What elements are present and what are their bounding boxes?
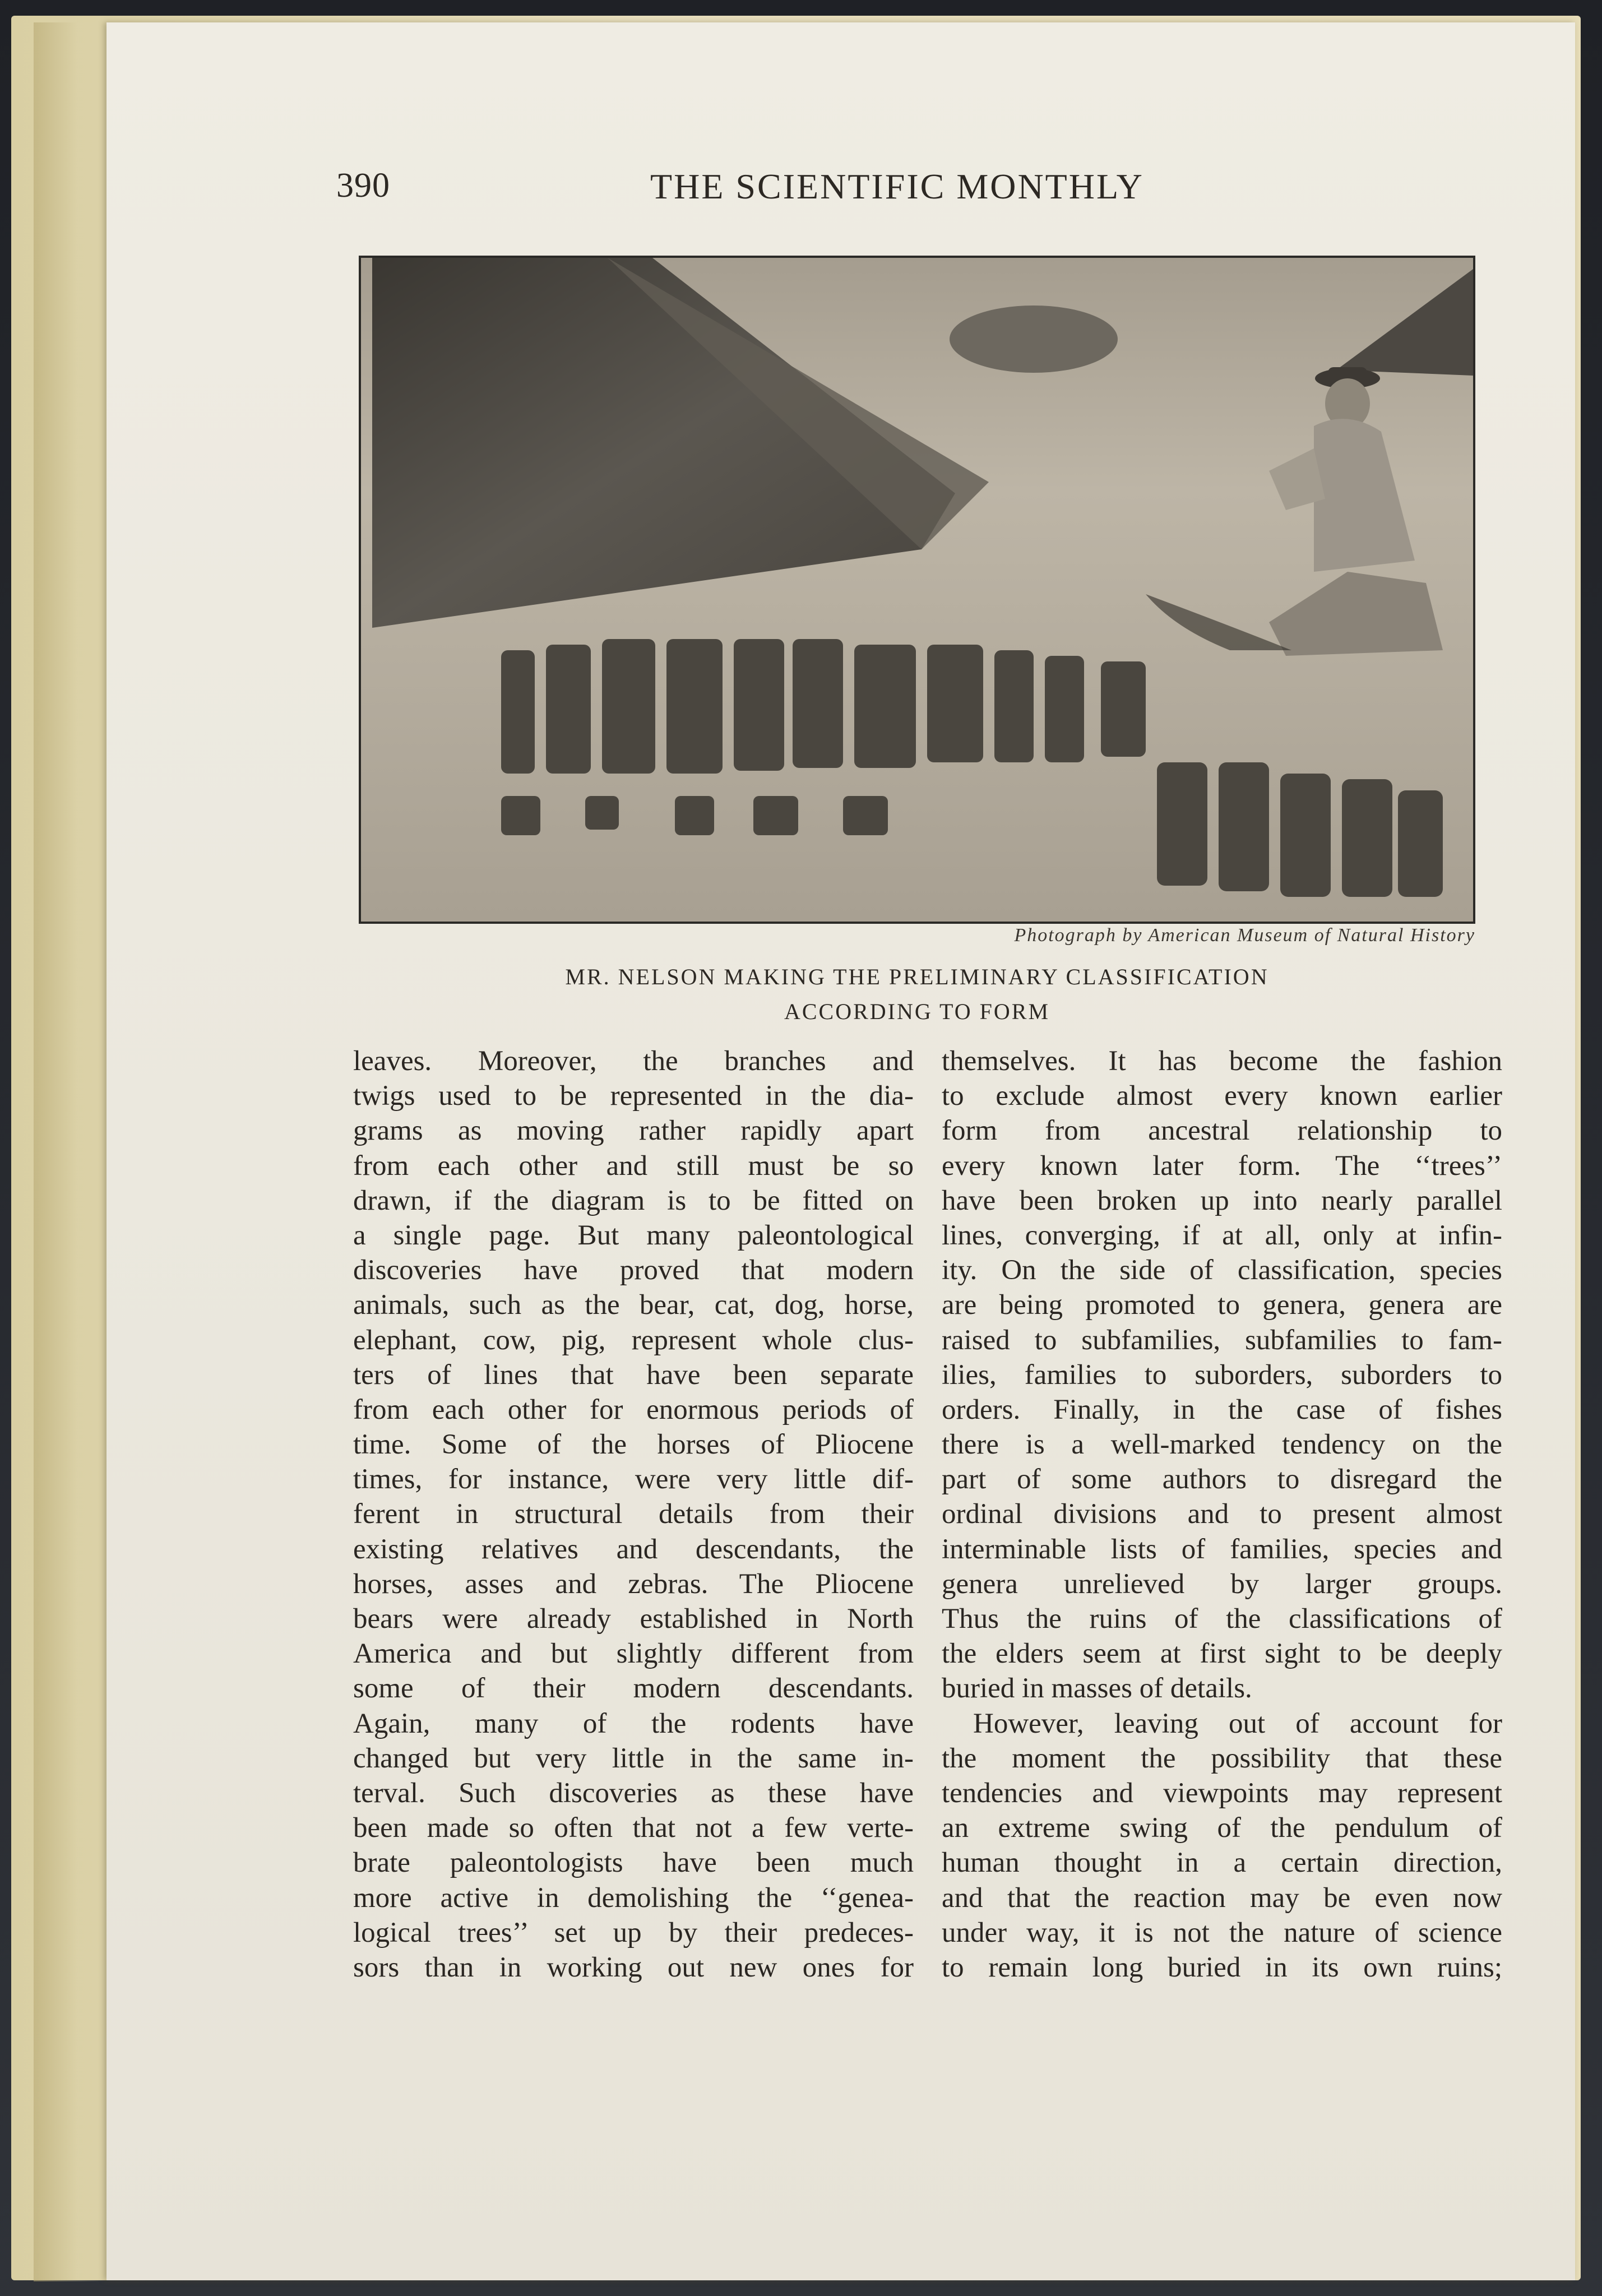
text-line: to remain long buried in its own ruins; bbox=[942, 1951, 1502, 1983]
text-line: more active in demolishing the ‘‘genea- bbox=[353, 1882, 914, 1914]
text-line: discoveries have proved that modern bbox=[353, 1255, 914, 1286]
text-line: bears were already established in North bbox=[353, 1603, 914, 1635]
text-line: to exclude almost every known earlier bbox=[942, 1080, 1502, 1112]
text-line: Thus the ruins of the classifications of bbox=[942, 1603, 1502, 1635]
distant-tent bbox=[950, 305, 1118, 373]
text-line: raised to subfamilies, subfamilies to fam- bbox=[942, 1324, 1502, 1356]
text-line: are being promoted to genera, genera are bbox=[942, 1289, 1502, 1321]
text-line: every known later form. The ‘‘trees’’ bbox=[942, 1150, 1502, 1182]
right-text-column bbox=[942, 1044, 1502, 1985]
text-line: have been broken up into nearly parallel bbox=[942, 1184, 1502, 1216]
left-text-column bbox=[353, 1044, 914, 1985]
text-line: brate paleontologists have been much bbox=[353, 1847, 914, 1879]
text-line: tendencies and viewpoints may represent bbox=[942, 1777, 1502, 1809]
text-line: ordinal divisions and to present almost bbox=[942, 1498, 1502, 1530]
text-line: changed but very little in the same in- bbox=[353, 1742, 914, 1774]
caption-line: MR. NELSON MAKING THE PRELIMINARY CLASSIFICATION bbox=[565, 964, 1269, 989]
text-line: horses, asses and zebras. The Pliocene bbox=[353, 1568, 914, 1600]
text-line: and that the reaction may be even now bbox=[942, 1882, 1502, 1914]
running-header bbox=[336, 166, 1256, 216]
text-line: ters of lines that have been separate bbox=[353, 1359, 914, 1391]
text-line: some of their modern descendants. bbox=[353, 1673, 914, 1705]
text-line: under way, it is not the nature of science bbox=[942, 1917, 1502, 1948]
photo-illustration bbox=[361, 258, 1473, 922]
text-line: there is a well-marked tendency on the bbox=[942, 1429, 1502, 1461]
text-line: times, for instance, were very little dif- bbox=[353, 1464, 914, 1496]
text-line: part of some authors to disregard the bbox=[942, 1464, 1502, 1496]
text-line: grams as moving rather rapidly apart bbox=[353, 1115, 914, 1147]
text-line: twigs used to be represented in the dia- bbox=[353, 1080, 914, 1112]
text-line: America and but slightly different from bbox=[353, 1638, 914, 1670]
text-line: the elders seem at first sight to be deeply bbox=[942, 1638, 1502, 1670]
text-line: animals, such as the bear, cat, dog, horse, bbox=[353, 1289, 914, 1321]
text-line: However, leaving out of account for bbox=[973, 1707, 1502, 1739]
text-line: elephant, cow, pig, represent whole clus- bbox=[353, 1324, 914, 1356]
text-line: ilies, families to suborders, suborders to bbox=[942, 1359, 1502, 1391]
text-line: ferent in structural details from their bbox=[353, 1498, 914, 1530]
page-gutter-shadow bbox=[34, 22, 107, 2281]
text-line: an extreme swing of the pendulum of bbox=[942, 1812, 1502, 1844]
text-line: orders. Finally, in the case of fishes bbox=[942, 1394, 1502, 1425]
text-line: themselves. It has become the fashion bbox=[942, 1045, 1502, 1077]
text-line: human thought in a certain direction, bbox=[942, 1847, 1502, 1879]
text-line: form from ancestral relationship to bbox=[942, 1115, 1502, 1147]
text-line: the moment the possibility that these bbox=[942, 1742, 1502, 1774]
text-line: drawn, if the diagram is to be fitted on bbox=[353, 1184, 914, 1216]
text-line: leaves. Moreover, the branches and bbox=[353, 1045, 914, 1077]
text-line: a single page. But many paleontological bbox=[353, 1219, 914, 1251]
text-line: ity. On the side of classification, species bbox=[942, 1255, 1502, 1286]
text-line: lines, converging, if at all, only at infin- bbox=[942, 1219, 1502, 1251]
figure-caption bbox=[359, 960, 1475, 1029]
text-line: interminable lists of families, species and bbox=[942, 1533, 1502, 1565]
text-line: time. Some of the horses of Pliocene bbox=[353, 1429, 914, 1461]
field-photograph bbox=[359, 256, 1475, 924]
text-line: Again, many of the rodents have bbox=[353, 1707, 914, 1739]
text-line: logical trees’’ set up by their predeces- bbox=[353, 1917, 914, 1948]
photo-credit: Photograph by American Museum of Natural History bbox=[1014, 925, 1475, 946]
text-line: sors than in working out new ones for bbox=[353, 1951, 914, 1983]
text-line: from each other for enormous periods of bbox=[353, 1394, 914, 1425]
text-line: been made so often that not a few verte- bbox=[353, 1812, 914, 1844]
caption-line: ACCORDING TO FORM bbox=[784, 999, 1050, 1024]
text-line: buried in masses of details. bbox=[942, 1673, 1252, 1705]
text-line: existing relatives and descendants, the bbox=[353, 1533, 914, 1565]
text-line: genera unrelieved by larger groups. bbox=[942, 1568, 1502, 1600]
page-number: 390 bbox=[336, 166, 390, 205]
text-line: from each other and still must be so bbox=[353, 1150, 914, 1182]
journal-title: THE SCIENTIFIC MONTHLY bbox=[650, 166, 1144, 206]
text-line: terval. Such discoveries as these have bbox=[353, 1777, 914, 1809]
